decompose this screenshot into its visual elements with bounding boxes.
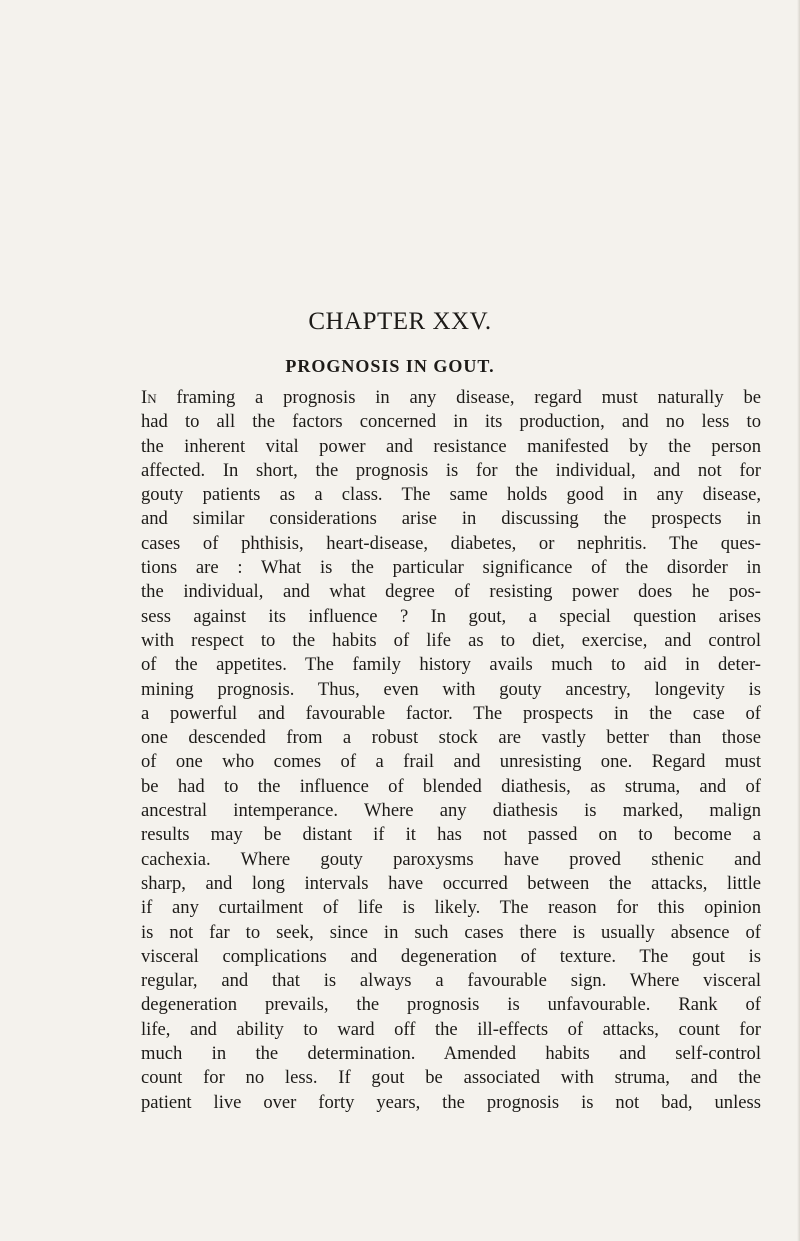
text-line: In framing a prognosis in any disease, regard must naturally be (141, 387, 761, 408)
text-line: results may be distant if it has not passed on to become a (141, 824, 761, 846)
text-line: mining prognosis. Thus, even with gouty ancestry, longevity is (141, 678, 761, 700)
text-line: tions are : What is the particular significance of the disorder in (141, 557, 761, 579)
text-line: ancestral intemperance. Where any diathesis is marked, malign (141, 800, 761, 822)
text-line: regular, and that is always a favourable sign. Where visceral (141, 970, 761, 992)
text-line: of the appetites. The family history avails much to aid in deter- (141, 654, 761, 676)
text-line: if any curtailment of life is likely. The reason for this opinion (141, 897, 761, 919)
chapter-title: PROGNOSIS IN GOUT. (285, 356, 495, 376)
text-line: sharp, and long intervals have occurred between the attacks, little (141, 872, 761, 894)
text-line: patient live over forty years, the prognosis is not bad, unless (141, 1091, 761, 1113)
text-line: cases of phthisis, heart-disease, diabetes, or nephritis. The ques- (141, 532, 761, 554)
text-line: of one who comes of a frail and unresisting one. Regard must (141, 751, 761, 773)
text-line: life, and ability to ward off the ill-effects of attacks, count for (141, 1018, 761, 1040)
body-paragraph (141, 386, 761, 1115)
text-line: count for no less. If gout be associated with struma, and the (141, 1067, 761, 1089)
text-line: sess against its influence ? In gout, a special question arises (141, 605, 761, 627)
text-line: had to all the factors concerned in its production, and no less to (141, 411, 761, 433)
text-line: degeneration prevails, the prognosis is unfavourable. Rank of (141, 994, 761, 1016)
text-line: cachexia. Where gouty paroxysms have proved sthenic and (141, 848, 761, 870)
text-line: is not far to seek, since in such cases there is usually absence of (141, 921, 761, 943)
chapter-heading: CHAPTER XXV. (308, 308, 492, 335)
text-line: a powerful and favourable factor. The prospects in the case of (141, 702, 761, 724)
text-line: gouty patients as a class. The same holds good in any disease, (141, 484, 761, 506)
opening-word: In (141, 387, 157, 408)
text-line: with respect to the habits of life as to diet, exercise, and control (141, 629, 761, 651)
text-line: much in the determination. Amended habits and self-control (141, 1043, 761, 1065)
text-line: visceral complications and degeneration of texture. The gout is (141, 945, 761, 967)
text-line: the inherent vital power and resistance manifested by the person (141, 435, 761, 457)
text-line: one descended from a robust stock are vastly better than those (141, 727, 761, 749)
text-line: and similar considerations arise in discussing the prospects in (141, 508, 761, 530)
text-line: affected. In short, the prognosis is for the individual, and not for (141, 459, 761, 481)
text-line: the individual, and what degree of resisting power does he pos- (141, 581, 761, 603)
text-line: be had to the influence of blended diathesis, as struma, and of (141, 775, 761, 797)
